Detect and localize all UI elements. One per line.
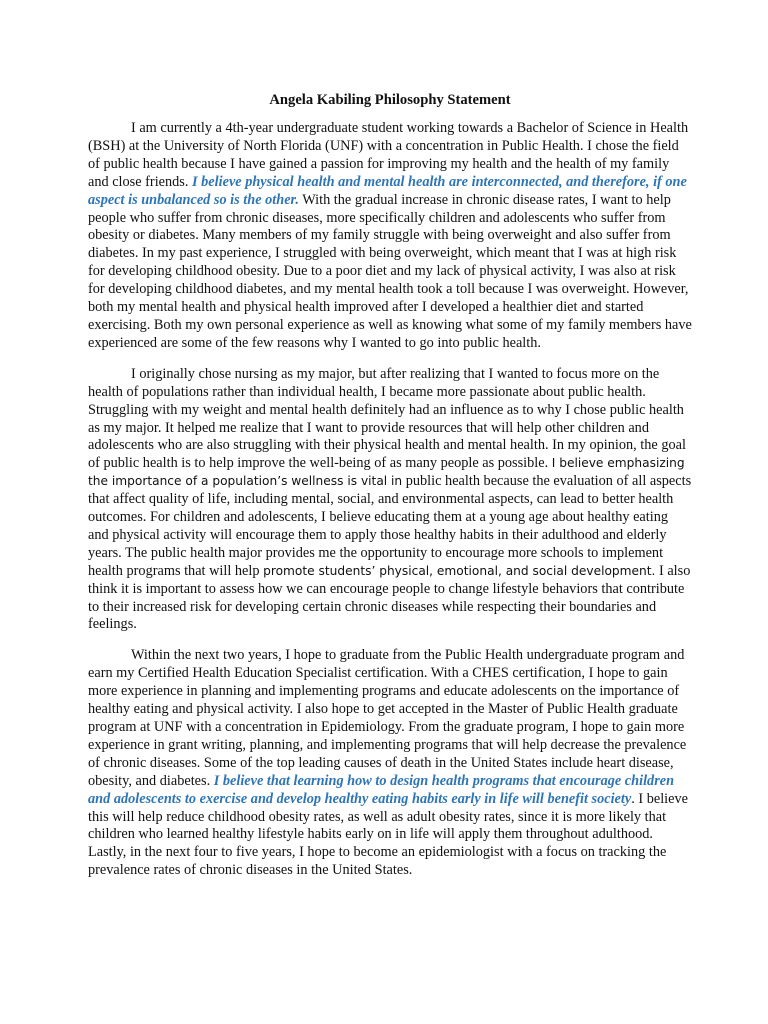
paragraph-2-sans-quote-2: promote students’ physical, emotional, and social development.: [263, 563, 656, 578]
paragraph-3-text-a: Within the next two years, I hope to graduate from the Public Health undergraduate program and earn my Certified Health Education Specialist certification. With a CHES certification, I hope to gain more experience in planning and implementing programs and educate adolescents on the importance of healthy eating and physical activity. I also hope to get accepted in the Master of Public Health graduate program at UNF with a concentration in Epidemiology. From the graduate program, I hope to gain more experience in grant writing, planning, and implementing programs that will help decrease the prevalence of chronic diseases. Some of the top leading causes of death in the United States include heart disease, obesity, and diabetes.: [88, 647, 687, 789]
paragraph-2: [88, 366, 692, 635]
paragraph-3-highlight: I believe that learning how to design health programs that encourage children and adolescents to exercise and develop healthy eating habits early in life will benefit society: [88, 772, 675, 807]
paragraph-2-sans-quote-1: I believe emphasizing the importance of a population’s wellness is vital in: [88, 456, 685, 489]
paragraph-2-text-c: I also think it is important to assess how we can encourage people to change lifestyle behaviors that contribute to their increased risk for developing certain chronic diseases while respecting their boundaries and feelings.: [88, 562, 691, 633]
paragraph-2-text-a: I originally chose nursing as my major, but after realizing that I wanted to focus more on the health of populations rather than individual health, I became more passionate about public health. Struggling with my weight and mental health definitely had an influence as to why I chose public health as my major. It helped me realize that I want to provide resources that will help other children and adolescents who are also struggling with their physical health and mental health. In my opinion, the goal of public health is to help improve the well-being of as many people as possible.: [88, 365, 686, 472]
paragraph-3-text-b: . I believe this will help reduce childhood obesity rates, as well as adult obesity rates, since it is more likely that children who learned healthy lifestyle habits early on in life will apply them throughout adulthood. Lastly, in the next four to five years, I hope to become an epidemiologist with a focus on tracking the prevalence rates of chronic diseases in the United States.: [88, 790, 688, 879]
paragraph-1-text-a: I am currently a 4th-year undergraduate student working towards a Bachelor of Science in Health (BSH) at the University of North Florida (UNF) with a concentration in Public Health. I chose the field of public health because I have gained a passion for improving my health and the health of my family and close friends.: [88, 120, 689, 190]
paragraph-2-text-b: public health because the evaluation of all aspects that affect quality of life, including mental, social, and environmental aspects, can lead to better health outcomes. For children and adolescents, I believe educating them at a young age about healthy eating and physical activity will encourage them to apply those healthy habits in their adulthood and elderly years. The public health major provides me the opportunity to encourage more schools to implement health programs that will help: [88, 473, 692, 579]
paragraph-1-text-b: With the gradual increase in chronic disease rates, I want to help people who suffer from chronic diseases, more specifically children and adolescents who suffer from obesity or diabetes. Many members of my family struggle with being overweight and also suffer from diabetes. In my past experience, I struggled with being overweight, which meant that I was at high risk for developing childhood obesity. Due to a poor diet and my lack of physical activity, I was also at risk for developing childhood diabetes, and my mental health took a toll because I was overweight. However, both my mental health and physical health improved after I developed a healthier diet and started exercising. Both my own personal experience as well as knowing what some of my family members have experienced are some of the few reasons why I wanted to go into public health.: [88, 191, 692, 351]
paragraph-3: [88, 647, 692, 880]
document-title: Angela Kabiling Philosophy Statement: [269, 92, 511, 108]
paragraph-1: [88, 120, 692, 353]
paragraph-1-highlight: I believe physical health and mental health are interconnected, and therefore, if one aspect is unbalanced so is the other.: [88, 173, 687, 208]
